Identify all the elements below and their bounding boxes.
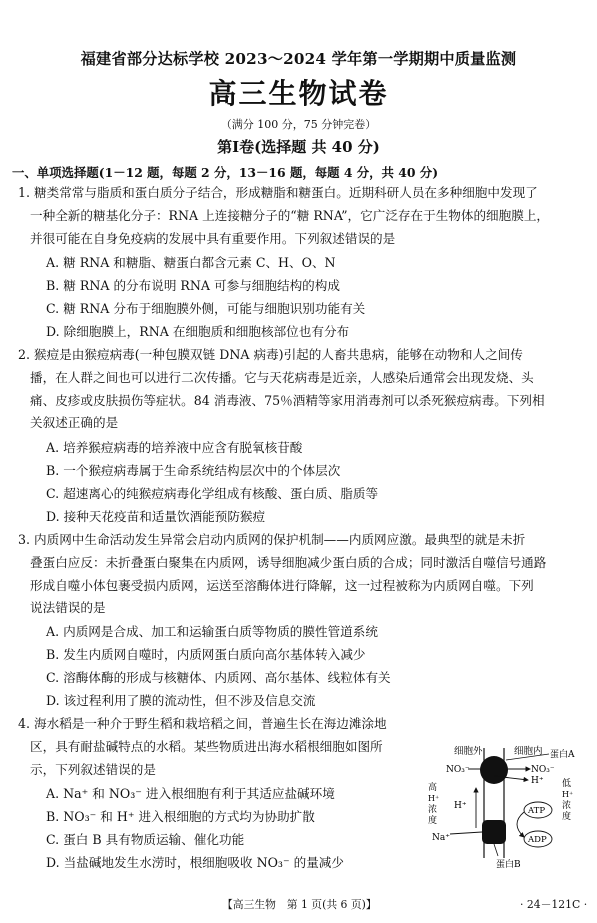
protein-b-pointer xyxy=(494,844,498,856)
question-2-option-a: A. 培养猴痘病毒的培养液中应含有脱氧核苷酸 xyxy=(46,440,303,455)
question-2-option-b: B. 一个猴痘病毒属于生命系统结构层次中的个体层次 xyxy=(46,463,341,478)
atp-to-adp-arrow xyxy=(517,812,524,837)
no3-inside-label: NO₃⁻ xyxy=(531,765,555,775)
high-label-3: 浓 xyxy=(428,805,438,815)
footer-code: · 24－121C · xyxy=(520,898,588,911)
question-4-option-d: D. 当盐碱地发生水涝时，根细胞吸收 NO₃⁻ 的量减少 xyxy=(46,855,344,870)
question-1-option-d: D. 除细胞膜上，RNA 在细胞质和细胞核部位也有分布 xyxy=(46,324,350,339)
section-title: 一、单项选择题(1－12 题，每题 2 分，13－16 题，每题 4 分，共 40 分) xyxy=(12,165,439,180)
question-4-option-a: A. Na⁺ 和 NO₃⁻ 进入根细胞有利于其适应盐碱环境 xyxy=(46,786,335,801)
low-label-3: 浓 xyxy=(562,801,572,811)
question-3-option-b: B. 发生内质网自噬时，内质网蛋白质向高尔基体转入减少 xyxy=(46,647,366,662)
h-inside-label: H⁺ xyxy=(531,776,544,786)
high-label-4: 度 xyxy=(428,816,438,826)
high-label-1: 高 xyxy=(428,783,438,793)
question-3-option-a: A. 内质网是合成、加工和运输蛋白质等物质的膜性管道系统 xyxy=(46,624,378,639)
footer-page-info: 【高三生物 第 1 页(共 6 页)】 xyxy=(222,898,377,911)
question-1-stem xyxy=(18,182,584,250)
stem-line: 区，具有耐盐碱特点的水稻。某些物质进出海水稻根细胞如图所 xyxy=(30,738,383,754)
subject-title: 高三生物试卷 xyxy=(208,77,389,110)
question-2-option-c: C. 超速离心的纯猴痘病毒化学组成有核酸、蛋白质、脂质等 xyxy=(46,486,379,501)
question-4-option-c: C. 蛋白 B 具有物质运输、催化功能 xyxy=(46,832,245,847)
low-label-2: H⁺ xyxy=(562,790,574,799)
question-2-stem xyxy=(18,344,584,435)
stem-line: 3. 内质网中生命活动发生异常会启动内质网的保护机制——内质网应激。最典型的就是未折 xyxy=(18,532,526,547)
stem-line: 痛、皮疹或皮肤损伤等症状。84 消毒液、75％酒精等家用消毒剂可以杀死猴痘病毒。下列相 xyxy=(30,392,545,408)
na-label: Na⁺ xyxy=(432,833,450,843)
question-1-option-b: B. 糖 RNA 的分布说明 RNA 可参与细胞结构的构成 xyxy=(46,278,340,293)
na-arrow xyxy=(450,832,482,834)
protein-a-label: 蛋白A xyxy=(550,750,575,760)
root-cell-transport-diagram xyxy=(418,740,588,870)
score-note: （满分 100 分，75 分钟完卷） xyxy=(220,118,377,131)
adp-label: ADP xyxy=(528,835,547,845)
stem-line: 说法错误的是 xyxy=(30,600,106,616)
high-label-2: H⁺ xyxy=(428,794,440,803)
question-3-option-c: C. 溶酶体酶的形成与核糖体、内质网、高尔基体、线粒体有关 xyxy=(46,670,391,685)
question-1-option-a: A. 糖 RNA 和糖脂、糖蛋白都含元素 C、H、O、N xyxy=(46,255,336,270)
low-label-1: 低 xyxy=(562,779,572,789)
question-4-stem xyxy=(18,713,420,781)
inside-label: 细胞内 xyxy=(514,746,543,757)
stem-line: 一种全新的糖基化分子：RNA 上连接糖分子的“糖 RNA”，它广泛存在于生物体的细胞膜上， xyxy=(30,207,550,223)
low-label-4: 度 xyxy=(562,812,572,822)
stem-line: 关叙述正确的是 xyxy=(30,415,119,431)
stem-line: 示，下列叙述错误的是 xyxy=(30,761,156,777)
question-3-option-d: D. 该过程利用了膜的流动性，但不涉及信息交流 xyxy=(46,693,316,708)
exam-title: 福建省部分达标学校 2023～2024 学年第一学期期中质量监测 xyxy=(80,50,517,68)
stem-line: 1. 糖类常常与脂质和蛋白质分子结合，形成糖脂和糖蛋白。近期科研人员在多种细胞中发现了 xyxy=(18,185,538,200)
outside-label: 细胞外 xyxy=(454,746,483,757)
protein-b-label: 蛋白B xyxy=(496,860,521,870)
h-mid-label: H⁺ xyxy=(454,801,467,811)
stem-line: 形成自噬小体包裹受损内质网，运送至溶酶体进行降解，这一过程被称为内质网自噬。下列 xyxy=(30,577,534,593)
protein-a-shape xyxy=(480,756,508,784)
stem-line: 4. 海水稻是一种介于野生稻和栽培稻之间，普遍生长在海边滩涂地 xyxy=(18,716,387,731)
part-title: 第Ⅰ卷(选择题 共 40 分) xyxy=(217,138,380,156)
atp-label: ATP xyxy=(528,806,546,816)
stem-line: 叠蛋白应反：未折叠蛋白聚集在内质网，诱导细胞减少蛋白质的合成；同时激活自噬信号通路 xyxy=(30,554,547,570)
stem-line: 播，在人群之间也可以进行二次传播。它与天花病毒是近亲，人感染后通常会出现发烧、头 xyxy=(30,369,534,385)
question-2-option-d: D. 接种天花疫苗和适量饮酒能预防猴痘 xyxy=(46,509,266,524)
question-3-stem xyxy=(18,529,584,620)
no3-outside-label: NO₃⁻ xyxy=(446,765,470,775)
question-1-option-c: C. 糖 RNA 分布于细胞膜外侧，可能与细胞识别功能有关 xyxy=(46,301,366,316)
question-4-option-b: B. NO₃⁻ 和 H⁺ 进入根细胞的方式均为协助扩散 xyxy=(46,809,315,824)
protein-b-shape xyxy=(482,820,506,844)
stem-line: 并很可能在自身免疫病的发展中具有重要作用。下列叙述错误的是 xyxy=(30,230,396,246)
stem-line: 2. 猴痘是由猴痘病毒(一种包膜双链 DNA 病毒)引起的人畜共患病，能够在动物和人之间传 xyxy=(18,347,523,362)
